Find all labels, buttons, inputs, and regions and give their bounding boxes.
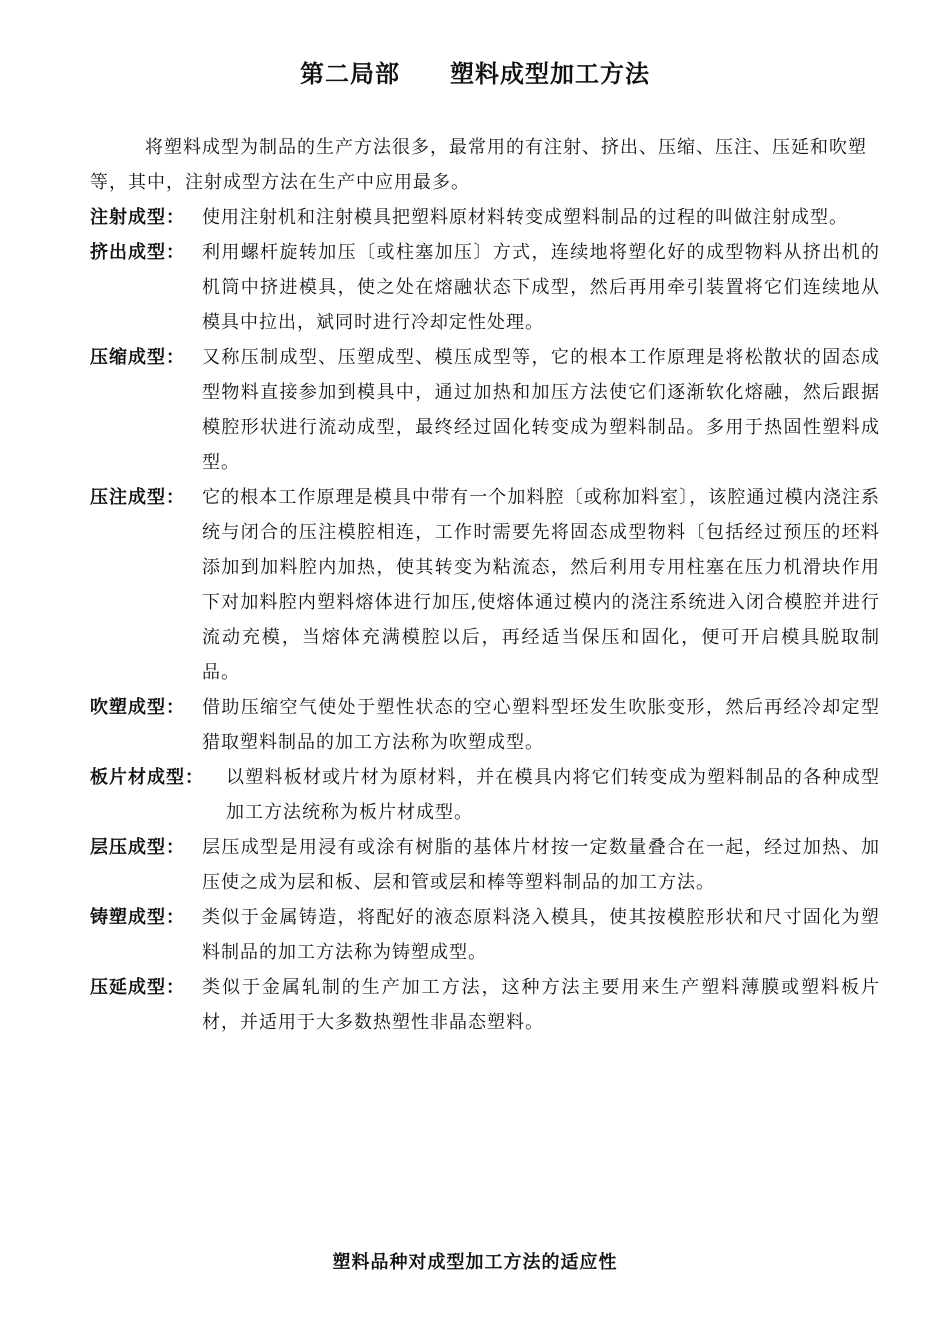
term-label: 板片材成型：: [90, 767, 204, 788]
page-title: 第二局部 塑料成型加工方法: [300, 60, 650, 88]
definition-sheet-forming: [90, 760, 880, 830]
term-label: 压注成型：: [90, 487, 185, 508]
term-description: 以塑料板材或片材为原材料，并在模具内将它们转变成为塑料制品的各种成型加工方法统称为板片材成型。: [226, 767, 880, 823]
term-label: 吹塑成型：: [90, 697, 185, 718]
section-subtitle: 塑料品种对成型加工方法的适应性: [332, 1252, 618, 1273]
definition-compression-molding: [90, 340, 880, 480]
term-label: 铸塑成型：: [90, 907, 185, 928]
term-description: 使用注射机和注射模具把塑料原材料转变成塑料制品的过程的叫做注射成型。: [202, 207, 848, 228]
term-description: 借助压缩空气使处于塑性状态的空心塑料型坯发生吹胀变形，然后再经冷却定型猎取塑料制品的加工方法称为吹塑成型。: [202, 697, 880, 753]
term-description: 层压成型是用浸有或涂有树脂的基体片材按一定数量叠合在一起，经过加热、加压使之成为层和板、层和管或层和棒等塑料制品的加工方法。: [202, 837, 880, 893]
term-description: 它的根本工作原理是模具中带有一个加料腔〔或称加料室〕，该腔通过模内浇注系统与闭合的压注模腔相连，工作时需要先将固态成型物料〔包括经过预压的坯料添加到加料腔内加热，使其转变为粘流态，然后利用专用柱塞在压力机滑块作用下对加料腔内塑料熔体进行加压,使熔体通过模内的浇注系统进入闭合模腔并进行流动充模，当熔体充满模腔以后，再经适当保压和固化，便可开启模具脱取制品。: [202, 487, 880, 683]
definition-list: [90, 200, 880, 1040]
term-description: 类似于金属铸造，将配好的液态原料浇入模具，使其按模腔形状和尺寸固化为塑料制品的加工方法称为铸塑成型。: [202, 907, 880, 963]
definition-injection-molding: [90, 200, 880, 235]
term-label: 挤出成型：: [90, 242, 185, 263]
definition-casting: [90, 900, 880, 970]
term-label: 压缩成型：: [90, 347, 185, 368]
definition-extrusion-molding: [90, 235, 880, 340]
definition-transfer-molding: [90, 480, 880, 690]
term-description: 利用螺杆旋转加压〔或柱塞加压〕方式，连续地将塑化好的成型物料从挤出机的机筒中挤进模具，使之处在熔融状态下成型，然后再用牵引装置将它们连续地从模具中拉出，斌同时进行冷却定性处理。: [202, 242, 880, 333]
intro-paragraph: 将塑料成型为制品的生产方法很多，最常用的有注射、挤出、压缩、压注、压延和吹塑等，其中，注射成型方法在生产中应用最多。: [90, 137, 867, 193]
definition-calendering: [90, 970, 880, 1040]
definition-blow-molding: [90, 690, 880, 760]
definition-laminating: [90, 830, 880, 900]
term-description: 又称压制成型、压塑成型、模压成型等，它的根本工作原理是将松散状的固态成型物料直接参加到模具中，通过加热和加压方法使它们逐渐软化熔融，然后跟据模腔形状进行流动成型，最终经过固化转变成为塑料制品。多用于热固性塑料成型。: [202, 347, 880, 473]
term-label: 注射成型：: [90, 207, 185, 228]
term-description: 类似于金属轧制的生产加工方法，这种方法主要用来生产塑料薄膜或塑料板片材，并适用于大多数热塑性非晶态塑料。: [202, 977, 880, 1033]
term-label: 层压成型：: [90, 837, 185, 858]
term-label: 压延成型：: [90, 977, 185, 998]
